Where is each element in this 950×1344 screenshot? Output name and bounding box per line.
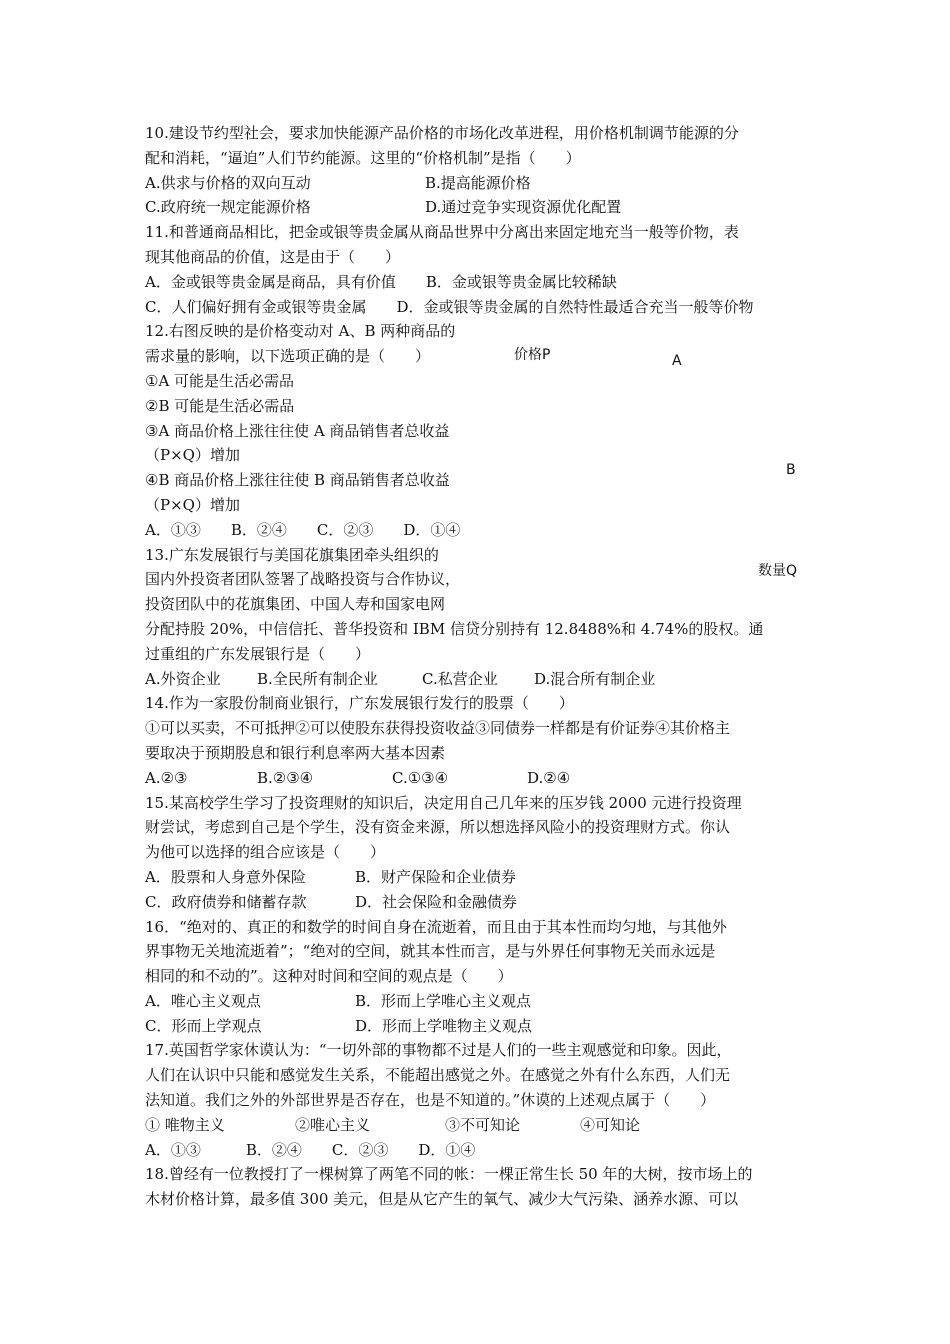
question-11-options-cd: C．人们偏好拥有金或银等贵金属 D．金或银等贵金属的自然特性最适合充当一般等价物	[145, 297, 754, 316]
question-14-stem-line-2: ①可以买卖，不可抵押②可以使股东获得投资收益③同债券一样都是有价证券④其价格主	[145, 719, 731, 738]
question-11-stem-line-2: 现其他商品的价值，这是由于（ ）	[145, 247, 401, 266]
question-16-option-b: B．形而上学唯心主义观点	[355, 991, 532, 1010]
question-13-stem-line-4: 分配持股 20%，中信信托、普华投资和 IBM 信贷分别持有 12.8488%和 4.74%的股权。通	[145, 619, 764, 638]
question-13-option-c: C.私营企业	[422, 669, 498, 688]
question-12-statement-3-cont: （P×Q）增加	[145, 446, 240, 465]
question-16-option-a: A．唯心主义观点	[145, 991, 261, 1010]
question-11-stem-line-1: 11.和普通商品相比，把金或银等贵金属从商品世界中分离出来固定地充当一般等价物，表	[145, 223, 739, 242]
question-16-stem-line-1: 16．“绝对的、真正的和数学的时间自身在流逝着，而且由于其本性而均匀地，与其他外	[145, 917, 727, 936]
question-16-stem-line-2: 界事物无关地流逝着”；“绝对的空间，就其本性而言，是与外界任何事物无关而永远是	[145, 942, 716, 961]
question-12-statement-4-cont: （P×Q）增加	[145, 495, 240, 514]
question-17-statement-2: ②唯心主义	[295, 1115, 371, 1134]
question-12-stem-line-2: 需求量的影响，以下选项正确的是（ ）	[145, 347, 431, 366]
question-14	[145, 691, 810, 790]
question-10-stem-line-2: 配和消耗，“逼迫”人们节约能源。这里的“价格机制”是指（ ）	[145, 148, 581, 167]
question-10-stem-line-1: 10.建设节约型社会，要求加快能源产品价格的市场化改革进程，用价格机制调节能源的分	[145, 124, 739, 142]
question-14-option-d: D.②④	[527, 768, 571, 787]
question-11-options-ab: A．金或银等贵金属是商品，具有价值 B．金或银等贵金属比较稀缺	[145, 272, 617, 291]
question-12-stem-line-1: 12.右图反映的是价格变动对 A、B 两种商品的	[145, 322, 456, 341]
question-10	[145, 121, 810, 220]
question-14-stem-line-1: 14.作为一家股份制商业银行，广东发展银行发行的股票（ ）	[145, 694, 574, 713]
question-12-statement-3: ③A 商品价格上涨往往使 A 商品销售者总收益	[145, 421, 450, 440]
figure-curve-b-label: B	[786, 462, 796, 478]
question-17	[145, 1038, 810, 1162]
question-17-stem-line-2: 人们在认识中只能和感觉发生关系，不能超出感觉之外。在感觉之外有什么东西，人们无	[145, 1066, 731, 1085]
question-13-option-d: D.混合所有制企业	[534, 669, 656, 688]
question-12-statement-2: ②B 可能是生活必需品	[145, 396, 295, 415]
question-16	[145, 915, 810, 1039]
question-17-statement-3: ③不可知论	[445, 1115, 521, 1134]
figure-price-axis-label: 价格P	[514, 347, 551, 363]
question-15-option-c: C．政府债券和储蓄存款	[145, 892, 307, 911]
question-12	[145, 319, 810, 542]
question-17-answers: A．①③ B．②④ C．②③ D．①④	[145, 1140, 476, 1159]
question-15-option-d: D．社会保险和金融债券	[355, 892, 518, 911]
question-13-option-b: B.全民所有制企业	[257, 669, 378, 688]
question-14-option-b: B.②③④	[257, 768, 314, 787]
question-13-stem-line-2: 国内外投资者团队签署了战略投资与合作协议，	[145, 570, 461, 589]
question-17-statement-1: ① 唯物主义	[145, 1115, 225, 1134]
question-15	[145, 791, 810, 915]
question-14-option-c: C.①③④	[392, 768, 449, 787]
question-13	[145, 543, 810, 692]
question-13-stem-line-3: 投资团队中的花旗集团、中国人寿和国家电网	[145, 595, 446, 614]
question-15-option-a: A．股票和人身意外保险	[145, 867, 306, 886]
question-10-option-c: C.政府统一规定能源价格	[145, 198, 311, 217]
question-18-stem-line-2: 木材价格计算，最多值 300 美元，但是从它产生的氧气、减少大气污染、涵养水源、可以	[145, 1190, 739, 1209]
question-12-answers: A．①③ B．②④ C．②③ D．①④	[145, 520, 461, 539]
figure-curve-a-label: A	[672, 353, 682, 369]
question-13-stem-line-1: 13.广东发展银行与美国花旗集团牵头组织的	[145, 545, 439, 564]
question-17-stem-line-1: 17.英国哲学家休谟认为：“一切外部的事物都不过是人们的一些主观感觉和印象。因此，	[145, 1041, 732, 1060]
question-14-stem-line-3: 要取决于预期股息和银行利息率两大基本因素	[145, 743, 446, 762]
figure-quantity-axis-label: 数量Q	[758, 563, 798, 579]
question-10-option-b: B.提高能源价格	[425, 173, 531, 192]
question-15-stem-line-2: 财尝试，考虑到自己是个学生，没有资金来源，所以想选择风险小的投资理财方式。你认	[145, 818, 731, 837]
question-14-option-a: A.②③	[145, 768, 188, 787]
question-13-option-a: A.外资企业	[145, 669, 221, 688]
question-16-option-d: D．形而上学唯物主义观点	[355, 1016, 533, 1035]
question-12-statement-1: ①A 可能是生活必需品	[145, 371, 295, 390]
question-18	[145, 1162, 810, 1212]
question-17-statement-4: ④可知论	[580, 1115, 641, 1134]
question-list	[145, 121, 810, 1212]
question-17-stem-line-3: 法知道。我们之外的外部世界是否存在，也是不知道的。”休谟的上述观点属于（ ）	[145, 1091, 716, 1110]
question-15-option-b: B．财产保险和企业债券	[355, 867, 517, 886]
question-11	[145, 220, 810, 319]
question-10-option-d: D.通过竞争实现资源优化配置	[425, 198, 622, 217]
question-16-option-c: C．形而上学观点	[145, 1016, 262, 1035]
question-13-stem-line-5: 过重组的广东发展银行是（ ）	[145, 644, 371, 663]
question-16-stem-line-3: 相同的和不动的”。这种对时间和空间的观点是（ ）	[145, 967, 513, 986]
question-10-option-a: A.供求与价格的双向互动	[145, 173, 311, 192]
question-12-statement-4: ④B 商品价格上涨往往使 B 商品销售者总收益	[145, 471, 450, 490]
question-15-stem-line-3: 为他可以选择的组合应该是（ ）	[145, 843, 386, 862]
question-18-stem-line-1: 18.曾经有一位教授打了一棵树算了两笔不同的帐：一棵正常生长 50 年的大树，按市场上的	[145, 1165, 753, 1184]
question-15-stem-line-1: 15.某高校学生学习了投资理财的知识后，决定用自己几年来的压岁钱 2000 元进行投资理	[145, 793, 742, 812]
